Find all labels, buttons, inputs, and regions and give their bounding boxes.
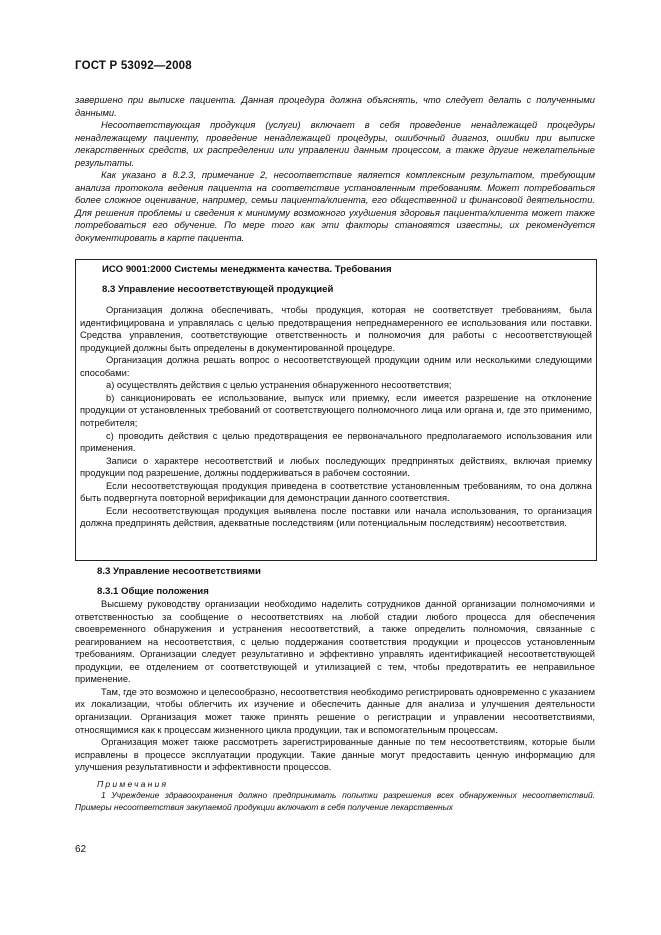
main-section	[75, 566, 595, 813]
body-paragraph: Высшему руководству организации необходимо наделить сотрудников данной организации полномочиями и ответственностью за сообщение о несоответствиях на любой стадии любого процесса для обеспечения своевременного обнаружения и устранения несоответствий, а также определить полномочия, связанные с реагированием на несоответствия, с целью поддержания соответствия продукции и процессов установленным требованиям. Организации следует результативно и эффективно управлять идентификацией несоответствующей продукции, ее отделением от соответствующей и утилизацией с тем, чтобы предотвратить ее неправильное применение.	[75, 599, 595, 685]
iso-quote-box	[75, 259, 597, 561]
iso-box-paragraph: Если несоответствующая продукция приведена в соответствие установленным требованиям, то она должна быть подвергнута повторной верификации для демонстрации данного соответствия.	[80, 480, 592, 504]
iso-box-paragraph: Организация должна обеспечивать, чтобы продукция, которая не соответствует требованиям, была идентифицирована и управлялась с целью предотвращения непреднамеренного ее использования или поставки. Средства управления, соответствующие ответственность и полномочия для работы с несоответствующей продукцией должны быть определены в документированной процедуре.	[80, 305, 592, 353]
notes-title: Примечания	[97, 778, 169, 789]
iso-box-paragraph: Записи о характере несоответствий и любых последующих предпринятых действиях, включая приемку продукции под разрешение, должны поддерживаться в рабочем состоянии.	[80, 455, 592, 479]
iso-box-section-heading: 8.3 Управление несоответствующей продукцией	[102, 283, 334, 295]
intro-paragraph: завершено при выписке пациента. Данная процедура должна объяснять, что следует делать с полученными данными.	[75, 95, 595, 118]
subsection-heading: 8.3.1 Общие положения	[97, 585, 209, 597]
iso-box-title: ИСО 9001:2000 Системы менеджмента качества. Требования	[102, 264, 392, 275]
intro-paragraph: Несоответствующая продукция (услуги) включает в себя проведение ненадлежащей процедуры ненадлежащему пациенту, проведение ненадлежащей процедуры, ошибочный диагноз, ошибки при выписке лекарственных средств, их распределении или управлении данным процессом, а также другие нежелательные результаты.	[75, 120, 595, 168]
body-paragraph: Там, где это возможно и целесообразно, несоответствия необходимо регистрировать одновременно с указанием их локализации, чтобы облегчить их изучение и обеспечить данные для анализа и улучшения деятельности организации. Организация может также принять решение о регистрации и управлении несоответствиями, относящимися как к процессам жизненного цикла продукции, так и вспомогательным процессам.	[75, 686, 595, 735]
section-heading: 8.3 Управление несоответствиями	[97, 566, 261, 577]
standard-header: ГОСТ Р 53092—2008	[75, 60, 192, 72]
iso-box-list-item: b) санкционировать ее использование, выпуск или приемку, если имеется разрешение на отклонение продукции от установленных требований от соответствующего полномочного лица или органа и, где это применимо, потребителя;	[80, 392, 592, 429]
intro-paragraph: Как указано в 8.2.3, примечание 2, несоответствие является комплексным результатом, требующим анализа протокола ведения пациента на соответствие установленным требованиям. Может потребоваться более сложное оценивание, например, семьи пациента/клиента, его общественной и финансовой деятельности. Для решения проблемы и сведения к минимуму возможного ухудшения здоровья пациента/клиента может также потребоваться его обучение. По мере того как эти факторы становятся известны, их рекомендуется документировать в карте пациента.	[75, 170, 595, 244]
page-number: 62	[75, 844, 87, 855]
iso-box-paragraph: Организация должна решать вопрос о несоответствующей продукции одним или несколькими следующими способами:	[80, 355, 592, 378]
iso-box-list-item: c) проводить действия с целью предотвращения ее первоначального предполагаемого использования или применения.	[80, 430, 592, 454]
note-paragraph: 1 Учреждение здравоохранения должно предпринимать попытки разрешения всех обнаруженных несоответствий. Примеры несоответствия закупаемой продукции включают в себя получение лекарственных	[75, 790, 595, 812]
iso-box-list-item: а) осуществлять действия с целью устранения обнаруженного несоответствия;	[106, 380, 452, 391]
iso-box-paragraph: Если несоответствующая продукция выявлена после поставки или начала использования, то организация должна предпринять действия, адекватные последствиям (или потенциальным последствиям) несоответствия.	[80, 505, 592, 529]
body-paragraph: Организация может также рассмотреть зарегистрированные данные по тем несоответствиям, которые были исправлены в процессе эксплуатации продукции. Такие данные могут предоставить ценную информацию для улучшения результативности и эффективности процессов.	[75, 737, 595, 773]
intro-block	[75, 94, 595, 245]
